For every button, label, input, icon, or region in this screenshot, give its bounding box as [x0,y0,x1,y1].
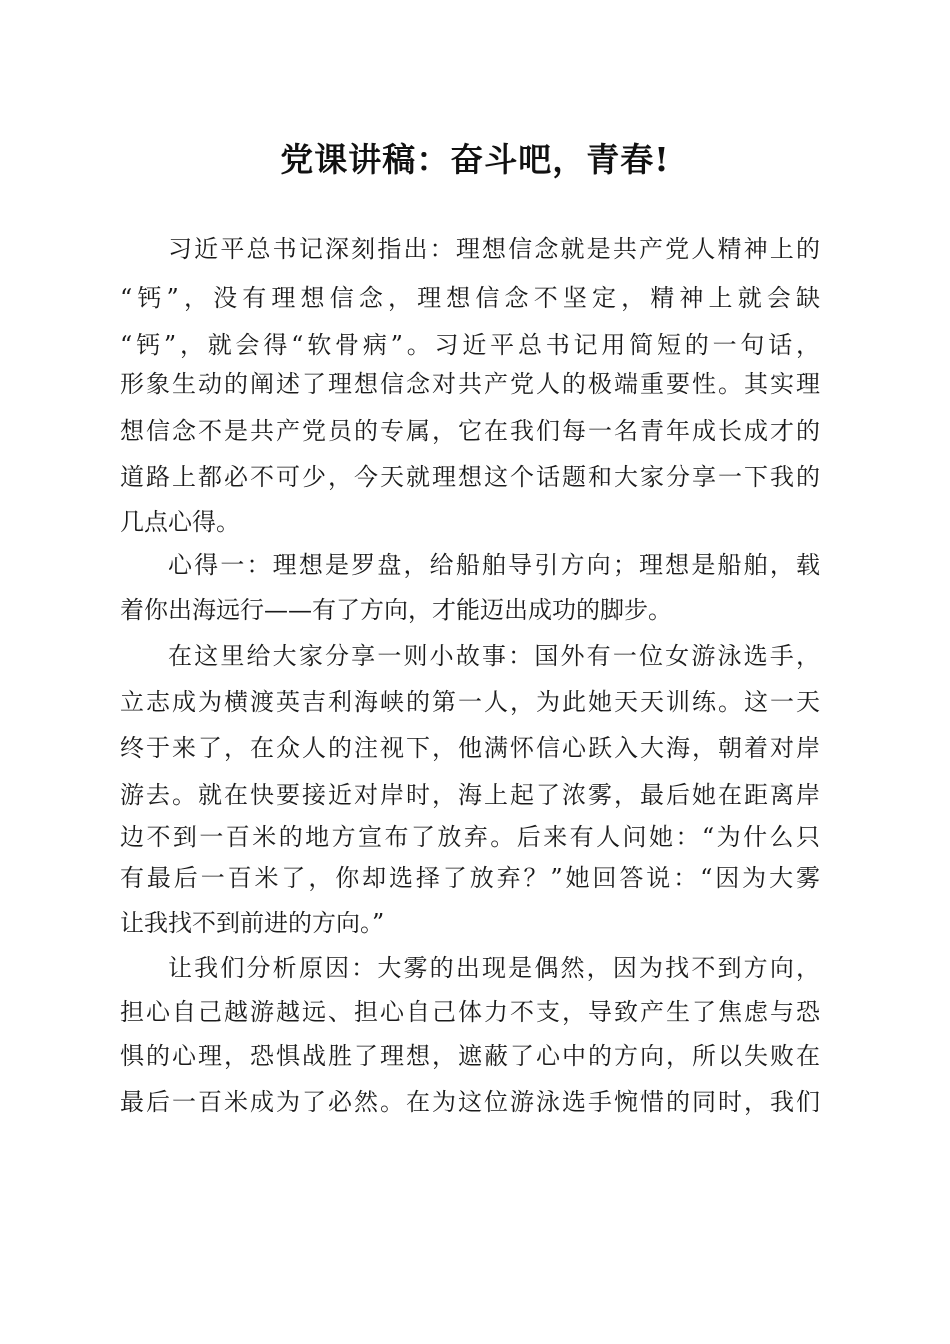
text-line: “钙”，没有理想信念，理想信念不坚定，精神上就会缺 [120,284,820,312]
text-line: 在这里给大家分享一则小故事：国外有一位女游泳选手， [168,642,820,670]
text-line: 有最后一百米了，你却选择了放弃？”她回答说：“因为大雾 [120,864,820,892]
text-line: 几点心得。 [120,508,240,536]
document-title: 党课讲稿：奋斗吧，青春! [280,140,670,179]
text-line: 道路上都必不可少，今天就理想这个话题和大家分享一下我的 [120,463,820,491]
text-line: 让我找不到前进的方向。” [120,909,385,937]
text-line: 想信念不是共产党员的专属，它在我们每一名青年成长成才的 [120,417,820,445]
text-line: 边不到一百米的地方宣布了放弃。后来有人问她：“为什么只 [120,823,820,851]
text-line: 让我们分析原因：大雾的出现是偶然，因为找不到方向， [168,954,820,982]
text-line: 形象生动的阐述了理想信念对共产党人的极端重要性。其实理 [120,370,820,398]
text-line: 心得一：理想是罗盘，给船舶导引方向；理想是船舶，载 [168,551,820,579]
text-line: 最后一百米成为了必然。在为这位游泳选手惋惜的同时，我们 [120,1088,820,1116]
text-line: 立志成为横渡英吉利海峡的第一人，为此她天天训练。这一天 [120,688,820,716]
text-line: 习近平总书记深刻指出：理想信念就是共产党人精神上的 [168,235,820,263]
text-line: 着你出海远行——有了方向，才能迈出成功的脚步。 [120,596,672,624]
text-line: 担心自己越游越远、担心自己体力不支，导致产生了焦虑与恐 [120,998,820,1026]
text-line: 终于来了，在众人的注视下，他满怀信心跃入大海，朝着对岸 [120,734,820,762]
text-line: 惧的心理，恐惧战胜了理想，遮蔽了心中的方向，所以失败在 [120,1042,820,1070]
text-line: “钙”，就会得“软骨病”。习近平总书记用简短的一句话， [120,331,820,359]
text-line: 游去。就在快要接近对岸时，海上起了浓雾，最后她在距离岸 [120,781,820,809]
